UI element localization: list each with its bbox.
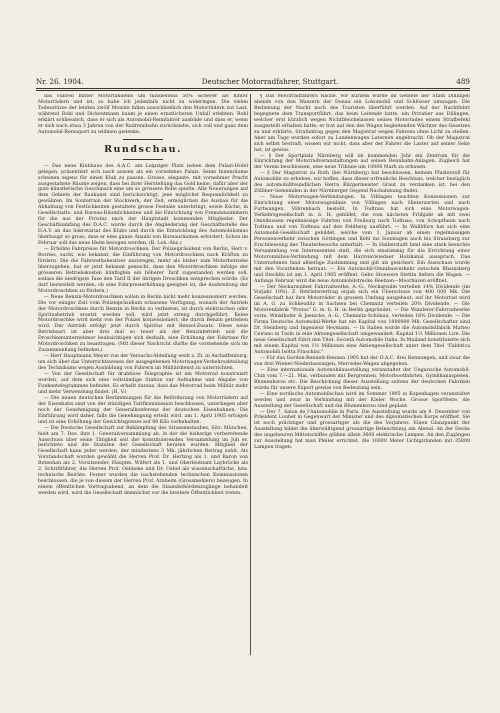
news-item: — Die Deutsche Gesellschaft zur Bekämpfung des Strassenstaubes, Sitz: München, hielt am 7. Dez. ihre 1. Generalversammlung ab, in der die bisherige vorbereitende Ausschuss über seine Tätigkeit seit der konstituierenden Versammlung im Juli er. berichtete und die Statuten der Gesellschaft beraten wurden. Mitglied der Gesellschaft kann jeder werden, der mindestens 3 Mk. jährlichen Beitrag zahlt. Als Vorstandschaft wurden gewählt die Herren Prof. Dr. Hertzog als 1. und Baron von Rotenhan als 2. Vorsitzender, Hauptm. Wilfert als 1. und Oberleutnant Laybrücke als 2. Schriftführer, die Herren Prof. Oebbeke und Dr. Uebel als wissenschaftliche, bzw. technische Beiräte. Ferner wurden die nachstehenden technischen Kommissionen beschlossen, die je von diesem der Herren Prof. Arnheim (Grossmehlers) bezeugen. In einem öffentlichen Vortragsabend, an dem die Staatsbehördenzugänge behandelt werden wird, wird die Gesellschaft demnächst vor die breitere Öffentlichkeit treten. — [38, 425, 248, 497]
header-rule — [36, 90, 470, 91]
news-item: — Eine nordische Automobilschau wird im Sommer 1905 in Kopenhagen veranstaltet werden und zwar in Verbindung mit der Kieler Woche. Grosse Sportfeste, die Ausstellung der Gesellschaft und ein Blumenkorso sind geplant. — [254, 391, 470, 409]
news-item: — Der Neckarsulmer Fahrradwerke, A.-G., Neckarsulm verteilen 14% Dividende (im Vorjahr 10%). Z. Betriebsvertrag ergab sich ein Überschuss von 400 000 Mk. Die Gesellschaft hat ihre Motorräder in grossen Umfang ausgebaut; auf ihr Motorrad wird im A. G. zu Schkeuditz in Sachsen bei Chemnitz verteilen 20% Dividende. — Die Motorenfabrik "Protos" G. m. b. H. in Berlin gegründet. — Die Wanderer-Fahrradwerke vorm. Winklhofer & Jaenicke, A.-G., Chemnitz-Schönau, verteilen 16% Dividende. — Die Firma Deutsche Automobil-Werke hat ein Kapital von 1800000 Mk. Gesellschafter sind Dr. Steinberg und Ingenieur Heymann. — In Italien wurde die Automobilfabrik Matteo Ceirano in Turin in eine Aktiengesellschaft umgewandelt. Kapital 1½ Millionen Lire. Die neue Gesellschaft führt den Titel: Società Automobile Italia. In Mailand konstituierte sich mit einem Kapital von 1½ Millionen eine Aktiengesellschaft unter dem Titel "Fabbrica Automobili Isotta Fraschini." — [254, 284, 470, 355]
news-item: — § Der Sportplatz Nürnberg will im kommenden Jahr ein Zentrum für die Einrichtung der Motorradveranstaltungen auf seinen Rennbahn-Anlagen. Zugleich hat der Verein beschlossen, eine neue Tribüne um 10000 Mark zu erbauen. — [254, 153, 470, 171]
news-item: — Die neuen deutschen Bestimmungen für die Beförderung von Motorrädern auf der Eisenbahn sind von der ständigen Tarifkommission beschlossen, unterliegen aber noch der Genehmigung der Generalkonferenz der deutschen Eisenbahnen. Die Einführung wird daher, falls die Genehmigung erteilt wird, am 1. April 1905 erfolgen und ist eine Erhöhung der Gewichtsgrenze auf 80 Kilo vorbehalten. — [38, 395, 248, 425]
section-title: Rundschau. — [104, 143, 182, 155]
section-rule-under — [123, 159, 163, 160]
news-item: — Das neue Klubhaus des A.A.C. am Leipziger Platz neben dem Palast-Hotel gelegen, präsentiert sich nach aussen als ein vornehmes Palais. Seine Innenräume scheinen eigens für einen Klub zu passen. Grosse, elegante, mit vornehmer Pracht ausgestattete Räume zeigen, dass bei ihrer Herstellung das Gold keine, dafür aber der gute künstlerische Geschmack eine um so grössere Rolle spielte. Alle Neuerungen auf dem Gebiete der Baukunst sind berücksichtigt, jene möglichst Bequemlichkeit zu gewähren. Im Souterrain der Stockwerk, der Zeit, ermöglichen die Ausbau für die Abhaltung von Festlichkeiten gestaltete grosse Festsäle unterbringt, sowie Küche, in Gesellschafts- und Bureau-Räumlichkeiten und die Einrichtung von Fremdenzimmern für die aus der Provinz nach der Hauptstadt kommenden Mitglieder. Der Geschäftsumfang des D.A.C. wurde durch die Angliederung der Geschäftsstelle des D.A.V. an das Sekretariat des Klubs und durch die Entwicklung des Automobilismus überhaupt so gross, dass er eine ganze Anzahl von Bureauräumen erfordert. Schon im Februar soll das neue Heim bezogen werden. (B. Lok.-Anz.) — [38, 163, 248, 247]
right-column — [254, 94, 470, 657]
news-item: — Erhöhte Fahrpreise für Motordroschken. Der Polizeipräsident von Berlin, Herr v. Borries, sucht, wie bekannt, die Einführung von Motordroschken nach Kräften zu fördern. Die die Fahrwerksbesitzer anzuregen, mehr als bisher zum Motorbetriebe überzugehen, hat er jetzt bekannt gemacht, dass den Motordroschken infolge der grösseren Betriebskosten künftighin ein höherer Tarif zugestanden werden soll, sodass die niedrigste Taxe den Tarif II der übrigen Droschken entsprechen würde. (Es darf bezweifelt werden, ob eine Fahrpreiserhöhung geeignet ist, die Ausbreitung der Motordroschken zu fördern.) — [38, 247, 248, 294]
news-item: — Von der Gesellschaft für drahtlose Telegraphie ist ein Motorrad konstruiert worden, auf dem sich eine vollständige Station zur Aufnahme und Abgabe von Funkentelegrammen befindet. Es erhellt daraus, dass das Motorrad beim Militär mehr und mehr Verwendung findet. (H. V.) — [38, 372, 248, 395]
news-item: — Herr Hauptmann Meyer von der Versuchs-Abteilung weilt z. Zt. in Aschaffenburg, um sich über das Unterrichtswesen der ausgegebenen Motorwagen-Verkehrsabteilung des Technikums wegen Ausbildung von Fahrern im Militärdienst zu unterrichten. — [38, 354, 248, 372]
news-item: § Das Motorradfahrers Rache. Vor kurzem wurde im Gebiete der Stadt Dillingen abends von den Wassern der Donau ein Lokomobil und Schlösser umwagen. Die Bedienung der Nacht noch des Touristen überführt werden. Auf der Nachtfahrt begegnete dem Transportfährt, das beim Leitende hatte, ein Privatier aus Dillingen, welcher erst kürzlich wegen Nichtbleichelassen seines Motorrades einem Strafbefehl ausgestellt erhalten hatte; er trat auf den des Wagen begleitenden Wächter des Gesetzes zu und erklärte, Strafantrag gegen den Magistrat wegen Fahrens ohne Licht zu stellen. Aber am Tage wurden sofort zu Landenwagen Laternen angebracht. Ob der Magistrat sich selbst bestraft, wissen wir nicht, dass aber der Fahrer die Laster auf seiner Seite hat, ist gewiss. — [254, 94, 470, 153]
journal-title: Deutscher Motorradfahrer, Stuttgart. — [201, 77, 339, 86]
news-item: — Für das Gordon-Bennett-Rennen 1905 hat der D.A.C. drei Rennungen, und zwar die von drei Wiener-Niederlassungen, Mercedes-Wagen abgegeben. — [254, 355, 470, 367]
page-number: 489 — [456, 77, 470, 86]
page-header — [36, 76, 470, 89]
issue-number: Nr. 26. 1904. — [36, 77, 84, 86]
section-rule — [123, 139, 163, 140]
news-item: — Neue Motorwagen-Verbindungen. In Villingen tauchten Konzessionen zur Einrichtung einer Motorwagenlinie von Villingen nach Hinterzarten und nach Furtwangen, Vöhrenbach bestellt. In Todtnau hat sich eine Motorwagen-Verkehrsgesellschaft m. b. H. gebildet, die vom nächsten Frühjahr ab mit zwei Omnibussen regelmässige Fahrten von Freiburg nach Todtnau, von Schopfheim nach Todtnau und von Todtnau auf den Feldberg ausführt. — In Wallldürn hat sich eine Automobil-Gesellschaft gebildet, welche vom 1. Januar ab einen regelmässigen Personenverkehr zwischen Göttingen und Kehl ins Sonntagen auch bis Strassburg zur Erschliessung des Theaterbesuchs unterhält. — In Halberstadt fand eine stark besuchte Versammlung von Interessenten statt, die sich einstimmig für die Errichtung einer Motoromnibus-Verbindung mit dem Harzvierwiedaer Holzkanal aussprach. Das Unternehmen fand allseitige Zustimmung und gilt als gesichert. Ein Ausschuss wurde mit den Vorarbeiten betraut. — Ein Automobil-Omnibusverkehr zwischen Rheinsberg und Stecklin ist am 1. April 1905 eröffnet. Gebr. Stoewers Stettin liefern die Wagen. — Anfangs Februar wird die neue Automobilstrecke Beetzen—Moorhaven eröffnet. — [254, 195, 470, 284]
left-column — [38, 94, 248, 657]
news-item: — § Der Magistrat zu Roth (bei Nürnberg) hat beschlossen, keinem Pfasterzoll für Automobile zu erheben; wir hoffen, dass dieser erfreuliche Beschluss, welcher bezüglich des automobilfreundlichen Herrn Bürgermeister Graut zu verdanken ist, bei den Zölllner-Gemeinden in der Nürnberger Gegend Nachahmung findet. — [254, 171, 470, 195]
news-item: — Neue Benzin-Motordroschken sollen in Berlin nicht mehr konzessioniert werden. Die vor einiger Zeit vom Polizeipräsidium erlassene Verfügung, wonach der Antrieb der Motordroschken durch Benzin in Berlin zu verbieten, ist durch elektrischen oder Spiritusbetrieb ersetzt werden soll, wird jetzt streng durchgeführt. Keine Motordroschke wird mehr von der Polizei konzessioniert, die durch Benzin getrieben wird. Der Antrieb erfolgt jetzt durch Spiritus mit Benzol-Zusatz. Diese neue Betriebsart ist aber drei mal so teuer als der Benzinbetrieb und die Droschkenunternehmer beabsichtigen sich deshalb, eine Erhöhung der Fahrtaxe für Motordroschken zu beantragen. (Mit dieser Nachricht dürfte die vorstehende sich im Zusammenhang befinden.) — [38, 294, 248, 354]
news-item: — Der 7. Salon de l'Automobile in Paris. Die Ausstellung wurde am 9. Dezember von Präsident Loubet in Gegenwart der Minister und des diplomatischen Korps eröffnet. Sie ist noch prächtiger und grossartiger als die des Vorjahres. Einen Glanzpunkt der Ausstellung bildet die überwältigend grossartige Beleuchtung am Abend. An der Decke des ungeheuren Mittelschiffes glühen allein 3600 elektrische Lampen. An den Zugängen zur Ausstellung hat man Pfeiler errichtet, die 10000 Meter Lichtgirlanden mit 35000 Lampen tragen. — [254, 409, 470, 451]
intro-paragraph: das Fahren hinter Motortandems um mindestens 50% sicherer als hinter Motorrädern und ist, so habe ich jedenfalls nicht zu widerlegen. Die vielen Todesstürze der letzten zwölf Monate fallen ausschließlich den Motorrädern zur Last, während Robl und Dickentmann kaum je einen ernstlicheren Unfall erlebten. Robl erklärt schliesslich, dass er sich als Automobil-Rennfahrer ausbilde und dass er, wenn er sich nach etwa 3 Jahren von der Radrennbahn zurückziehe, sich voll und ganz dem Automobil-Rennsport zu widmen gedenke. — [38, 94, 248, 135]
column-divider — [250, 94, 251, 655]
news-item: — Eine internationale Automobilausstellung veranstaltet der Ungarische Automobil-Club vom 7.—21. Mai, verbunden mit Bergrennen, Motorbootfahrten, Gymkhanaspielen, Blumenkorso etc. Die Beschickung dieser Ausstellung seitens der deutschen Fabriken würde für unsere Export gewiss von Bedeutung sein. — [254, 367, 470, 391]
